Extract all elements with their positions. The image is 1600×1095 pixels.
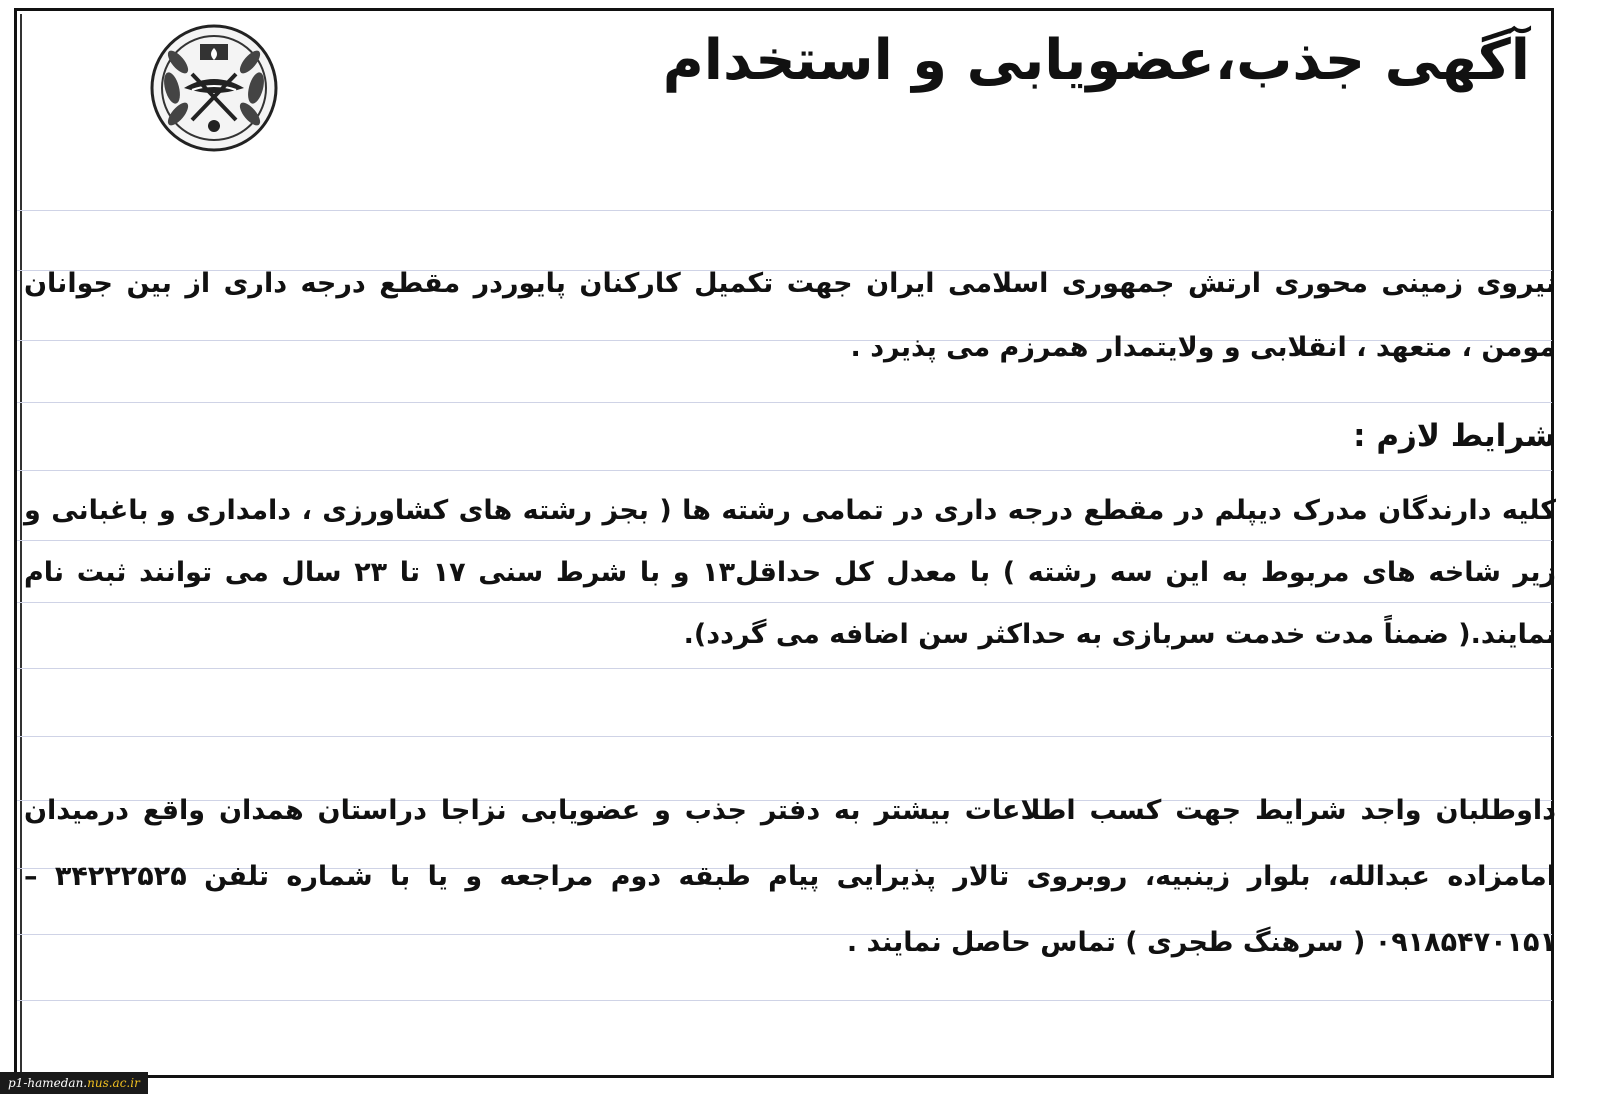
page-title: آگهی جذب،عضویابی و استخدام [662, 28, 1530, 93]
ruled-line [17, 210, 1552, 211]
requirements-text: کلیه دارندگان مدرک دیپلم در مقطع درجه داری در تمامی رشته ها ( بجز رشته های کشاورزی ، دامداری و باغبانی و زیر شاخه های مربوط به این سه رشته ) با معدل کل حداقل۱۳ و با شرط سنی ۱۷ تا ۲۳ سال می توانند ثبت نام نمایند.( ضمناً مدت خدمت سربازی به حداکثر سن اضافه می گردد). [24, 495, 1556, 650]
ruled-line [17, 1000, 1552, 1001]
site-prefix: p1-hamedan. [8, 1076, 88, 1090]
intro-text: نیروی زمینی محوری ارتش جمهوری اسلامی ایران جهت تکمیل کارکنان پایوردر مقطع درجه داری از بین جوانان مومن ، متعهد ، انقلابی و ولایتمدار همرزم می پذیرد . [24, 268, 1556, 363]
intro-paragraph [24, 252, 1556, 380]
army-emblem-icon [148, 22, 280, 154]
ruled-line [17, 736, 1552, 737]
contact-paragraph [24, 778, 1556, 976]
contact-text: داوطلبان واجد شرایط جهت کسب اطلاعات بیشتر به دفتر جذب و عضویابی نزاجا دراستان همدان واقع درمیدان امامزاده عبدالله، بلوار زینبیه، روبروی تالار پذیرایی پیام طبقه دوم مراجعه و یا با شماره تلفن ۳۴۲۲۲۵۲۵ –۰۹۱۸۵۴۷۰۱۵۱ ( سرهنگ طجری ) تماس حاصل نمایند . [24, 795, 1556, 958]
site-accent: nus.ac.ir [87, 1076, 140, 1090]
requirements-heading: شرایط لازم : [1353, 418, 1556, 454]
ruled-line [17, 402, 1552, 403]
ruled-line [17, 668, 1552, 669]
site-watermark [0, 1072, 148, 1094]
requirements-paragraph [24, 480, 1556, 666]
ruled-line [17, 470, 1552, 471]
